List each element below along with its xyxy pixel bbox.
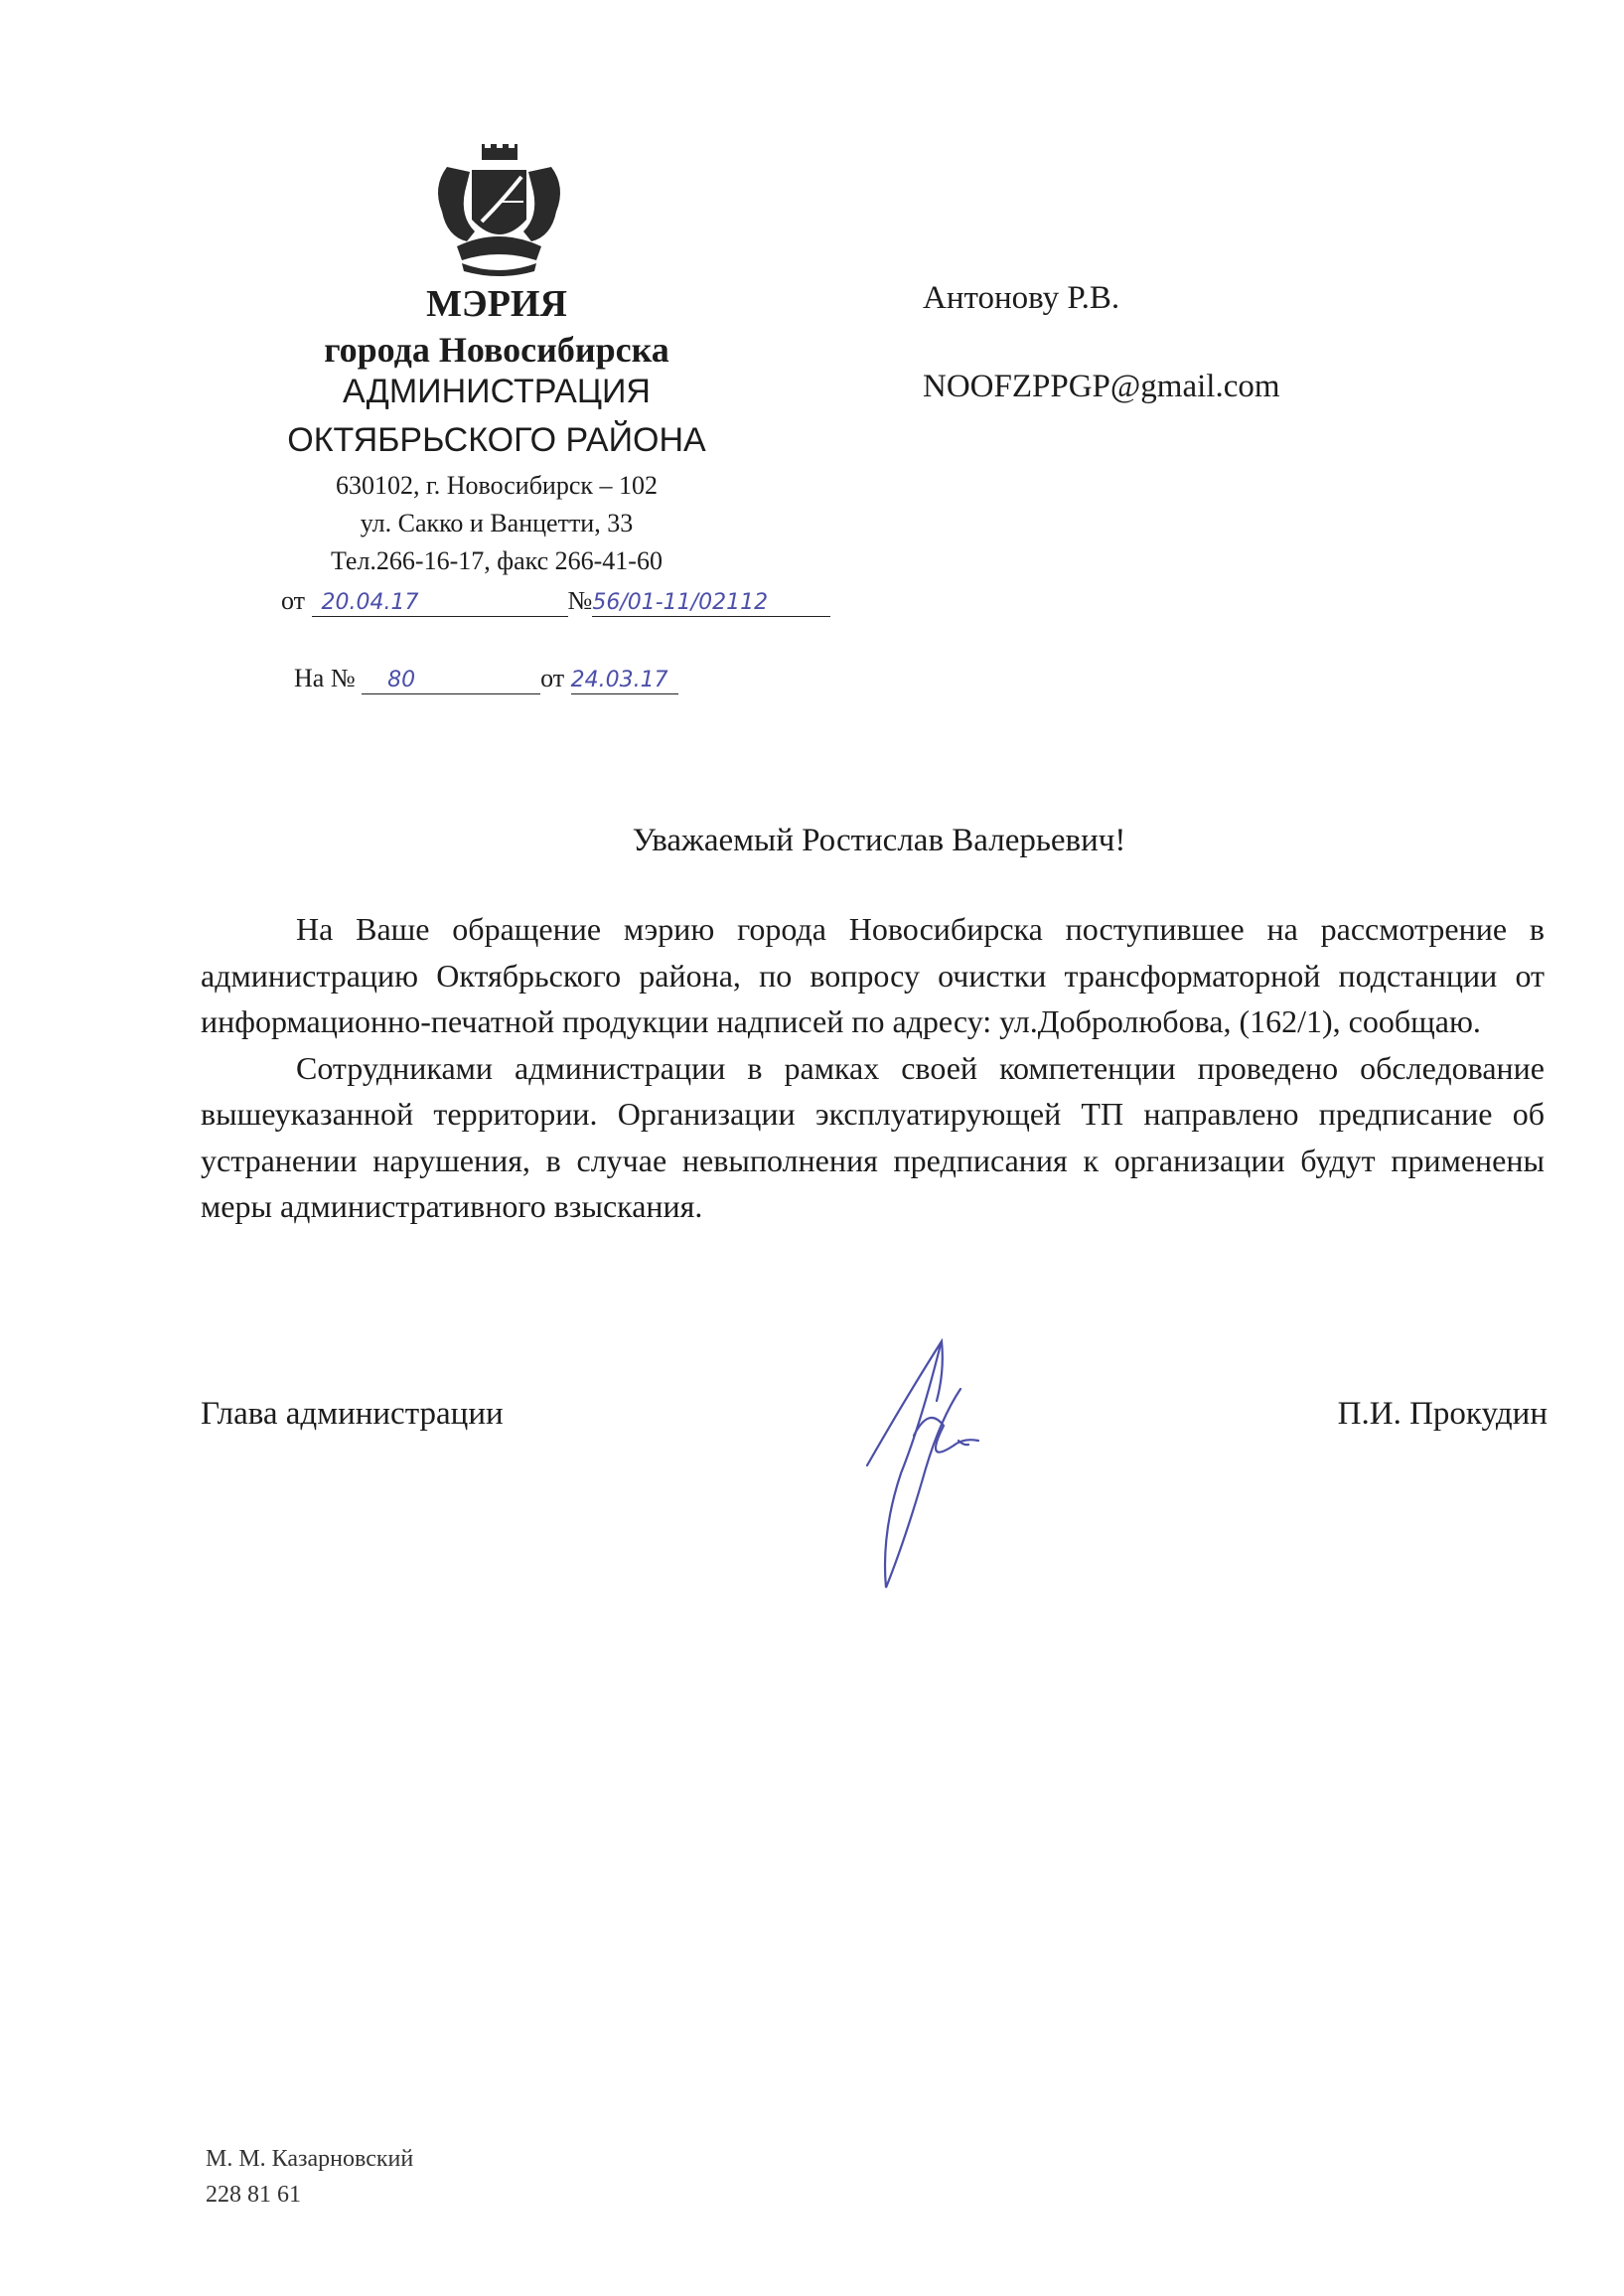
- letterhead-line4: ОКТЯБРЬСКОГО РАЙОНА: [287, 421, 706, 459]
- executor-name: М. М. Казарновский: [206, 2146, 414, 2172]
- coat-of-arms-emblem: [427, 142, 571, 281]
- letterhead-line2: города Новосибирска: [324, 330, 669, 370]
- recipient-email: NOOFZPPGP@gmail.com: [923, 369, 1280, 404]
- date-value: 20.04.17: [321, 590, 419, 615]
- greeting: Уважаемый Ростислав Валерьевич!: [632, 823, 1126, 858]
- letterhead-line1: МЭРИЯ: [426, 283, 567, 325]
- number-value: 56/01-11/02112: [592, 590, 769, 615]
- reference-line: [294, 664, 678, 694]
- signatory-title: Глава администрации: [201, 1396, 504, 1432]
- address-line2: ул. Сакко и Ванцетти, 33: [360, 509, 634, 537]
- ref-value: 80: [387, 668, 416, 692]
- date-label: от: [281, 586, 306, 615]
- handwritten-signature: [859, 1336, 1003, 1595]
- letter-body: [201, 906, 1545, 1230]
- paragraph: На Ваше обращение мэрию города Новосибирска поступившее на рассмотрение в администрацию Октябрьского района, по вопросу очистки трансформаторной подстанции от информационно-печатной продукции надписей по адресу: ул.Добролюбова, (162/1), сообщаю.: [201, 911, 1545, 1039]
- executor-phone: 228 81 61: [206, 2182, 301, 2208]
- recipient-name: Антонову Р.В.: [923, 280, 1120, 316]
- phone-line: Тел.266-16-17, факс 266-41-60: [331, 546, 663, 575]
- number-label: №: [567, 586, 593, 615]
- ref-date-label: от: [540, 664, 565, 692]
- ref-date-value: 24.03.17: [570, 668, 668, 692]
- paragraph: Сотрудниками администрации в рамках своей компетенции проведено обследование вышеуказанной территории. Организации эксплуатирующей ТП направлено предписание об устранении нарушения, в случае невыполнения предписания к организации будут применены меры административного взыскания.: [201, 1049, 1545, 1224]
- address-line1: 630102, г. Новосибирск – 102: [335, 471, 659, 500]
- ref-label: На №: [294, 664, 356, 692]
- outgoing-date-number: [281, 586, 830, 617]
- signatory-name: П.И. Прокудин: [1337, 1396, 1548, 1432]
- letterhead-line3: АДМИНИСТРАЦИЯ: [342, 373, 651, 410]
